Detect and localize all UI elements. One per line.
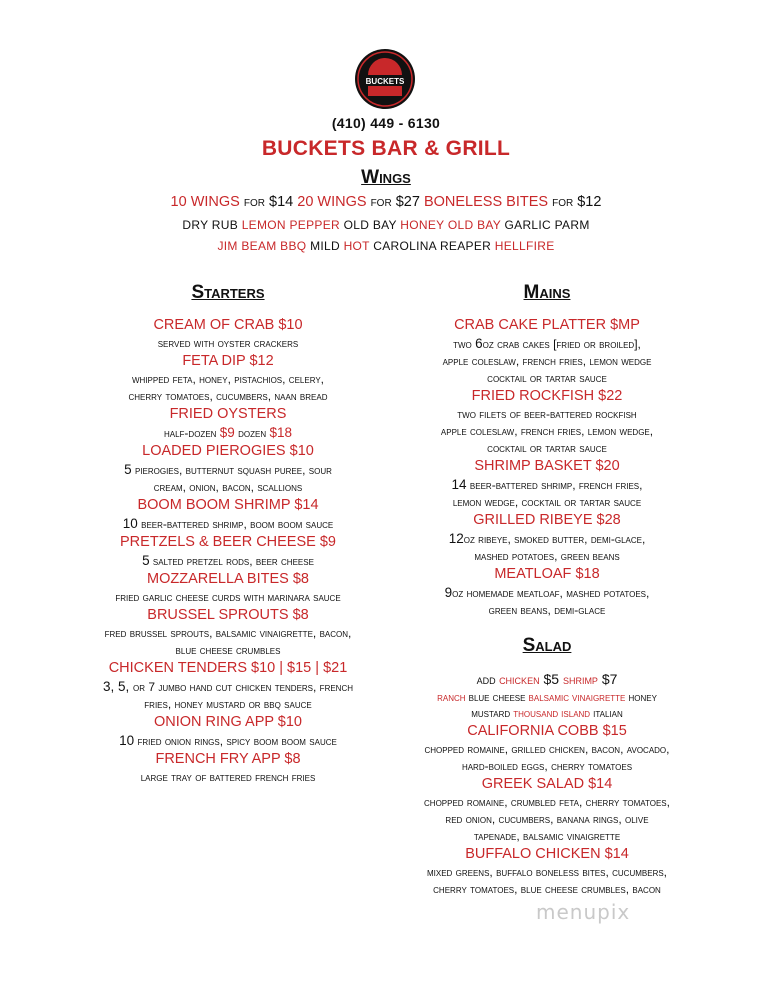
desc-text: whipped feta, honey, pistachios, celery,: [131, 372, 325, 386]
watermark: menupix: [536, 900, 631, 924]
desc-text: oz ribeye, smoked butter, demi-glace,: [463, 532, 646, 546]
menu-item: [70, 713, 386, 750]
item-desc: [70, 678, 386, 696]
desc-text: blue cheese crumbles: [175, 643, 281, 657]
item-desc: [388, 758, 706, 775]
menu-item: [70, 606, 386, 659]
item-desc: [388, 423, 706, 440]
wings-flavors-line1: [0, 218, 772, 232]
menu-item: [388, 775, 706, 845]
flavor: honey: [628, 692, 657, 704]
item-name: CREAM OF CRAB $10: [153, 317, 303, 333]
menu-item: [388, 722, 706, 775]
item-name: CALIFORNIA COBB $15: [467, 723, 627, 739]
desc-text: oz crab cakes [fried or broiled],: [482, 337, 641, 351]
desc-text: half-dozen: [163, 426, 220, 440]
desc-text: chopped romaine, crumbled feta, cherry tomatoes,: [424, 795, 670, 809]
salad-add-price: $7: [597, 671, 618, 687]
desc-text: green beans, demi-glace: [488, 603, 606, 617]
item-desc: [388, 530, 706, 548]
desc-text: two filets of beer-battered rockfish: [457, 407, 637, 421]
item-desc: [388, 811, 706, 828]
desc-text: cherry tomatoes, cucumbers, naan bread: [128, 389, 328, 403]
menu-item: [388, 565, 706, 619]
desc-num: 5: [142, 553, 150, 568]
salad-add-price: $5: [539, 671, 563, 687]
mains-title: Mains: [523, 282, 571, 303]
flavor: HOT: [343, 239, 370, 253]
mains-column: [388, 280, 706, 898]
item-name: MEATLOAF $18: [494, 566, 600, 582]
item-name: GREEK SALAD $14: [481, 776, 613, 792]
item-desc: [388, 741, 706, 758]
menu-item: [70, 316, 386, 352]
desc-num: 6: [475, 336, 483, 351]
item-desc: [70, 371, 386, 388]
item-desc: [388, 881, 706, 898]
item-desc: [388, 602, 706, 619]
item-desc: [388, 794, 706, 811]
wings-offers: [0, 193, 772, 210]
flavor: blue cheese: [468, 692, 526, 704]
desc-text: pierogies, butternut squash puree, sour: [131, 463, 332, 477]
desc-num: 10: [119, 733, 135, 748]
desc-num: 12: [448, 531, 464, 546]
starters-title: Starters: [191, 282, 265, 303]
desc-text: mixed greens, buffalo boneless bites, cucumbers,: [426, 865, 668, 879]
wing-offer-for: for: [370, 193, 392, 209]
item-name: FRIED OYSTERS: [169, 406, 287, 422]
item-desc: [70, 424, 386, 442]
logo-text: BUCKETS: [365, 77, 405, 86]
desc-text: apple coleslaw, french fries, lemon wedge: [442, 354, 652, 368]
wing-offer-name: 10 WINGS: [170, 194, 240, 210]
desc-text: red onion, cucumbers, banana rings, olive: [445, 812, 649, 826]
desc-text: lemon wedge, cocktail or tartar sauce: [452, 495, 642, 509]
desc-text: mashed potatoes, green beans: [474, 549, 620, 563]
starters-column: [70, 280, 386, 786]
item-desc: [70, 388, 386, 405]
desc-num: 14: [451, 477, 467, 492]
menu-item: [388, 457, 706, 511]
wing-offer-name: BONELESS BITES: [423, 194, 549, 210]
item-desc: [388, 548, 706, 565]
item-desc: [388, 476, 706, 494]
menu-item: [388, 387, 706, 457]
desc-text: cocktail or tartar sauce: [487, 371, 607, 385]
flavor: balsamic vinaigrette: [528, 692, 626, 704]
item-desc: [70, 515, 386, 533]
desc-text: fried garlic cheese curds with marinara sauce: [115, 590, 341, 604]
desc-text: large tray of battered french fries: [140, 770, 316, 784]
desc-text: salted pretzel rods, beer cheese: [149, 554, 314, 568]
desc-text: fred brussel sprouts, balsamic vinaigrette, bacon,: [104, 626, 352, 640]
menu-item: [70, 352, 386, 405]
wing-offer-price: $12: [577, 194, 602, 210]
desc-text: fried onion rings, spicy boom boom sauce: [134, 734, 337, 748]
item-desc: [388, 335, 706, 353]
flavor: LEMON PEPPER: [241, 218, 340, 232]
flavor: CAROLINA REAPER: [373, 239, 492, 253]
item-name: MOZZARELLA BITES $8: [147, 571, 309, 587]
restaurant-name: BUCKETS BAR & GRILL: [261, 137, 511, 160]
flavor: mustard: [471, 708, 511, 720]
item-name: BUFFALO CHICKEN $14: [465, 846, 629, 862]
item-name: PRETZELS & BEER CHEESE $9: [120, 534, 336, 550]
menu-item: [70, 570, 386, 606]
menu-item: [70, 496, 386, 533]
item-desc: [388, 370, 706, 387]
desc-text: beer-battered shrimp, boom boom sauce: [137, 517, 334, 531]
desc-num: 10: [122, 516, 138, 531]
item-name: BRUSSEL SPROUTS $8: [147, 607, 309, 623]
menu-item: [70, 750, 386, 786]
item-desc: [70, 335, 386, 352]
menu-item: [70, 659, 386, 713]
buckets-logo: [354, 48, 416, 110]
item-desc: [70, 769, 386, 786]
menu-item: [388, 511, 706, 565]
flavor: HELLFIRE: [494, 239, 555, 253]
desc-text: or 7 jumbo hand cut chicken tenders, french: [133, 680, 354, 694]
item-name: FETA DIP $12: [182, 353, 274, 369]
item-name: SHRIMP BASKET $20: [474, 458, 620, 474]
item-desc: [70, 479, 386, 496]
item-name: FRIED ROCKFISH $22: [471, 388, 623, 404]
salad-add-text: add: [476, 673, 500, 687]
item-name: LOADED PIEROGIES $10: [142, 443, 314, 459]
item-desc: [388, 406, 706, 423]
item-name: BOOM BOOM SHRIMP $14: [137, 497, 319, 513]
salad-add-ons: [388, 669, 706, 690]
item-desc: [70, 732, 386, 750]
phone-number: (410) 449 - 6130: [331, 115, 441, 131]
item-desc: [388, 353, 706, 370]
item-desc: [388, 828, 706, 845]
wings-flavors-line2: [0, 239, 772, 253]
menu-item: [388, 845, 706, 898]
item-name: ONION RING APP $10: [153, 714, 302, 730]
salad-dressings-line2: [388, 706, 706, 722]
flavor: ranch: [437, 692, 466, 704]
desc-num: 3, 5,: [102, 679, 133, 694]
item-name: CRAB CAKE PLATTER $MP: [454, 317, 640, 333]
desc-text: hard-boiled eggs, cherry tomatoes: [461, 759, 633, 773]
desc-text: cherry tomatoes, blue cheese crumbles, bacon: [433, 882, 661, 896]
item-desc: [70, 642, 386, 659]
menu-item: [70, 533, 386, 570]
item-desc: [388, 864, 706, 881]
flavor: HONEY OLD BAY: [400, 218, 501, 232]
item-desc: [70, 696, 386, 713]
flavor: MILD: [310, 239, 340, 253]
desc-num: 5: [124, 462, 132, 477]
item-desc: [388, 440, 706, 457]
item-desc: [388, 494, 706, 511]
starters-list: [70, 316, 386, 786]
salad-list: [388, 722, 706, 898]
desc-text: cocktail or tartar sauce: [487, 441, 607, 455]
wings-title: Wings: [361, 167, 411, 188]
item-name: GRILLED RIBEYE $28: [473, 512, 621, 528]
wing-offer-for: for: [552, 193, 574, 209]
wing-offer-price: $14: [269, 194, 294, 210]
flavor: thousand island: [513, 708, 591, 720]
wing-offer-price: $27: [395, 194, 420, 210]
salad-title: Salad: [522, 635, 572, 656]
desc-text: fries, honey mustard or bbq sauce: [144, 697, 312, 711]
item-desc: [70, 625, 386, 642]
flavor: italian: [593, 708, 623, 720]
desc-text: beer-battered shrimp, french fries,: [466, 478, 643, 492]
item-desc: [70, 461, 386, 479]
item-name: CHICKEN TENDERS $10 | $15 | $21: [108, 660, 348, 676]
flavor: DRY RUB: [182, 218, 239, 232]
desc-price: $9: [219, 425, 235, 440]
desc-text: chopped romaine, grilled chicken, bacon, avocado,: [424, 742, 670, 756]
menu-item: [70, 442, 386, 496]
item-name: FRENCH FRY APP $8: [155, 751, 301, 767]
menu-item: [388, 316, 706, 387]
item-desc: [70, 552, 386, 570]
item-desc: [388, 584, 706, 602]
desc-num: 9: [444, 585, 453, 600]
desc-text: oz homemade meatloaf, mashed potatoes,: [452, 586, 650, 600]
desc-text: dozen: [234, 426, 270, 440]
desc-text: apple coleslaw, french fries, lemon wedge,: [440, 424, 654, 438]
item-desc: [70, 589, 386, 606]
desc-text: tapenade, balsamic vinaigrette: [473, 829, 621, 843]
flavor: GARLIC PARM: [504, 218, 590, 232]
flavor: OLD BAY: [343, 218, 397, 232]
desc-price: $18: [269, 425, 292, 440]
salad-add-shrimp: shrimp: [562, 673, 598, 687]
wing-offer-for: for: [243, 193, 265, 209]
menu-item: [70, 405, 386, 442]
mains-list: [388, 316, 706, 619]
flavor: JIM BEAM BBQ: [217, 239, 307, 253]
desc-text: two: [453, 337, 476, 351]
salad-dressings-line1: [388, 690, 706, 706]
desc-text: served with oyster crackers: [157, 336, 299, 350]
salad-add-chicken: chicken: [499, 673, 540, 687]
wing-offer-name: 20 WINGS: [297, 194, 367, 210]
desc-text: cream, onion, bacon, scallions: [153, 480, 303, 494]
